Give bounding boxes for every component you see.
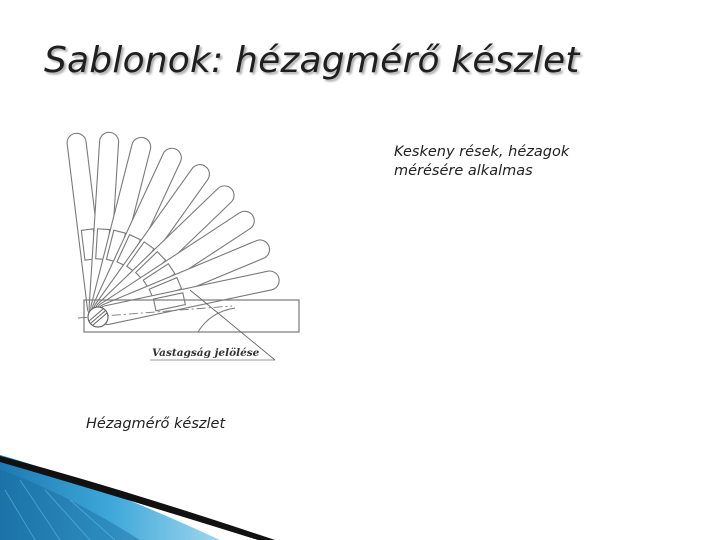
description-line-2: mérésére alkalmas [394,163,533,179]
description-text [394,143,644,181]
corner-decoration [0,440,280,540]
feeler-blades [66,132,281,327]
description-line-1: Keskeny rések, hézagok [394,144,570,160]
figure-caption: Hézagmérő készlet [86,416,226,432]
thickness-marking-label: Vastagság jelölése [152,347,260,359]
feeler-gauge-drawing [60,120,320,370]
slide-title: Sablonok: hézagmérő készlet [44,40,580,81]
